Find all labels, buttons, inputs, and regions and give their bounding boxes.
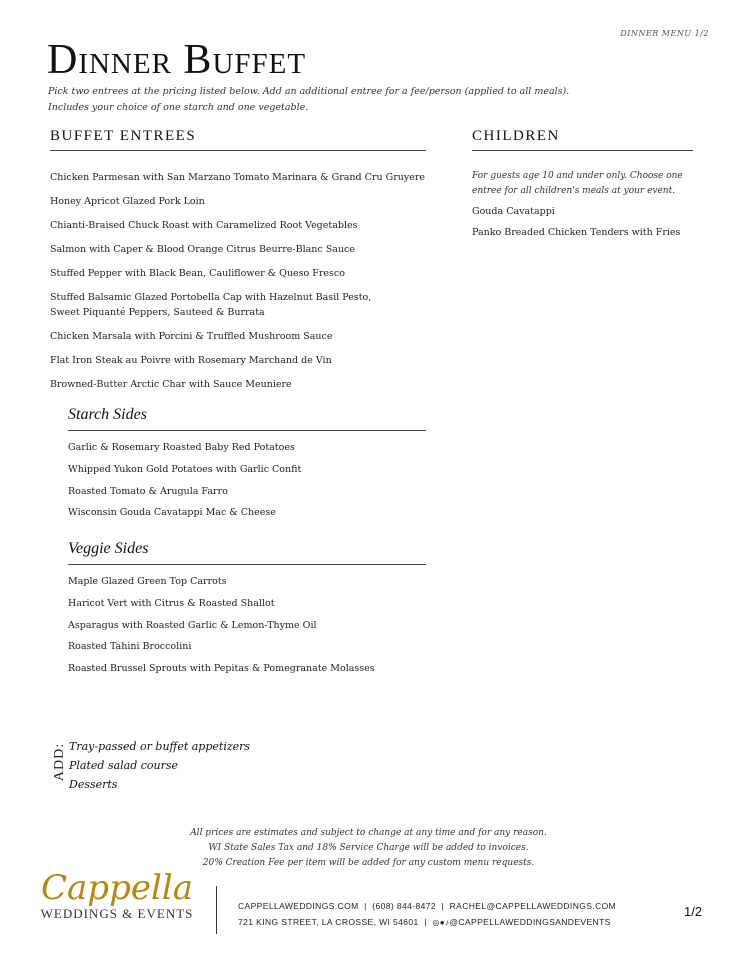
logo-script: Cappella	[41, 868, 193, 908]
veggie-item: Maple Glazed Green Top Carrots	[68, 576, 227, 587]
entree-item: Stuffed Pepper with Black Bean, Cauliflower & Queso Fresco	[50, 268, 345, 279]
buffet-entrees-section	[50, 128, 426, 401]
entree-item: Chicken Marsala with Porcini & Truffled Mushroom Sauce	[50, 331, 333, 342]
section-heading: CHILDREN	[472, 128, 693, 151]
address: 721 KING STREET, LA CROSSE, WI 54601	[238, 917, 419, 927]
children-note: For guests age 10 and under only. Choose one entree for all children's meals at your event.	[472, 171, 683, 196]
intro-text	[48, 84, 608, 116]
children-item: Panko Breaded Chicken Tenders with Fries	[472, 227, 681, 238]
children-section	[472, 128, 693, 246]
add-list	[69, 737, 250, 794]
starch-item: Wisconsin Gouda Cavatappi Mac & Cheese	[68, 507, 276, 519]
facebook-icon: ●	[439, 918, 445, 927]
entree-item: Salmon with Caper & Blood Orange Citrus Beurre-Blanc Sauce	[50, 244, 355, 255]
add-item: Plated salad course	[69, 759, 179, 772]
social-handle[interactable]: @CAPPELLAWEDDINGSANDEVENTS	[449, 917, 611, 927]
instagram-icon: ◎	[432, 918, 440, 927]
veggie-sides-section	[68, 540, 426, 683]
page-tag: DINNER MENU 1/2	[620, 29, 709, 38]
add-label: ADD:	[52, 742, 67, 782]
entree-item: Honey Apricot Glazed Pork Loin	[50, 196, 205, 207]
disclaimer-line: 20% Creation Fee per item will be added for any custom menu requests.	[202, 858, 535, 868]
intro-line: Pick two entrees at the pricing listed below. Add an additional entree for a fee/person (applied to all meals).	[48, 86, 570, 97]
children-item: Gouda Cavatappi	[472, 206, 555, 217]
starch-item: Whipped Yukon Gold Potatoes with Garlic Confit	[68, 463, 302, 475]
logo-subtitle: WEDDINGS & EVENTS	[40, 906, 194, 921]
veggie-item: Roasted Brussel Sprouts with Pepitas & Pomegranate Molasses	[68, 663, 375, 675]
add-item: Desserts	[69, 778, 118, 791]
intro-line: Includes your choice of one starch and one vegetable.	[48, 102, 309, 113]
starch-item: Roasted Tomato & Arugula Farro	[68, 485, 228, 497]
cappella-logo	[38, 870, 196, 922]
section-heading: Starch Sides	[68, 406, 426, 431]
section-heading: BUFFET ENTREES	[50, 128, 426, 151]
website-link[interactable]: CAPPELLAWEDDINGS.COM	[238, 901, 359, 911]
veggie-item: Haricot Vert with Citrus & Roasted Shallot	[68, 597, 275, 609]
email-link[interactable]: RACHEL@CAPPELLAWEDDINGS.COM	[449, 901, 617, 911]
add-item: Tray-passed or buffet appetizers	[69, 740, 251, 753]
page-title: Dinner Buffet	[47, 37, 307, 83]
phone-link[interactable]: (608) 844-8472	[372, 901, 436, 911]
page-number: 1/2	[684, 904, 703, 919]
starch-item: Garlic & Rosemary Roasted Baby Red Potatoes	[68, 442, 295, 453]
entree-item: Chicken Parmesan with San Marzano Tomato Marinara & Grand Cru Gruyere	[50, 172, 425, 183]
section-heading: Veggie Sides	[68, 540, 426, 565]
disclaimer-line: WI State Sales Tax and 18% Service Charge will be added to invoices.	[208, 843, 529, 853]
entree-item: Stuffed Balsamic Glazed Portobella Cap with Hazelnut Basil Pesto, Sweet Piquanté Peppers, Sauteed & Burrata	[50, 292, 372, 318]
footer-divider	[216, 886, 217, 934]
tiktok-icon: ♪	[444, 918, 450, 927]
disclaimer-line: All prices are estimates and subject to change at any time and for any reason.	[190, 828, 547, 838]
entree-item: Flat Iron Steak au Poivre with Rosemary Marchand de Vin	[50, 355, 332, 366]
veggie-item: Roasted Tahini Broccolini	[68, 641, 192, 653]
contact-info: CAPPELLAWEDDINGS.COM | (608) 844-8472 | RACHEL@CAPPELLAWEDDINGS.COM 721 KING STREET, LA CROSSE, WI 54601 | ◎●♪@CAPPELLAWEDDINGSANDEVENTS	[238, 901, 617, 927]
veggie-item: Asparagus with Roasted Garlic & Lemon-Thyme Oil	[68, 619, 317, 631]
entree-item: Chianti-Braised Chuck Roast with Caramelized Root Vegetables	[50, 220, 358, 231]
starch-sides-section	[68, 406, 426, 527]
disclaimer	[0, 826, 737, 871]
entree-item: Browned-Butter Arctic Char with Sauce Meuniere	[50, 379, 292, 390]
